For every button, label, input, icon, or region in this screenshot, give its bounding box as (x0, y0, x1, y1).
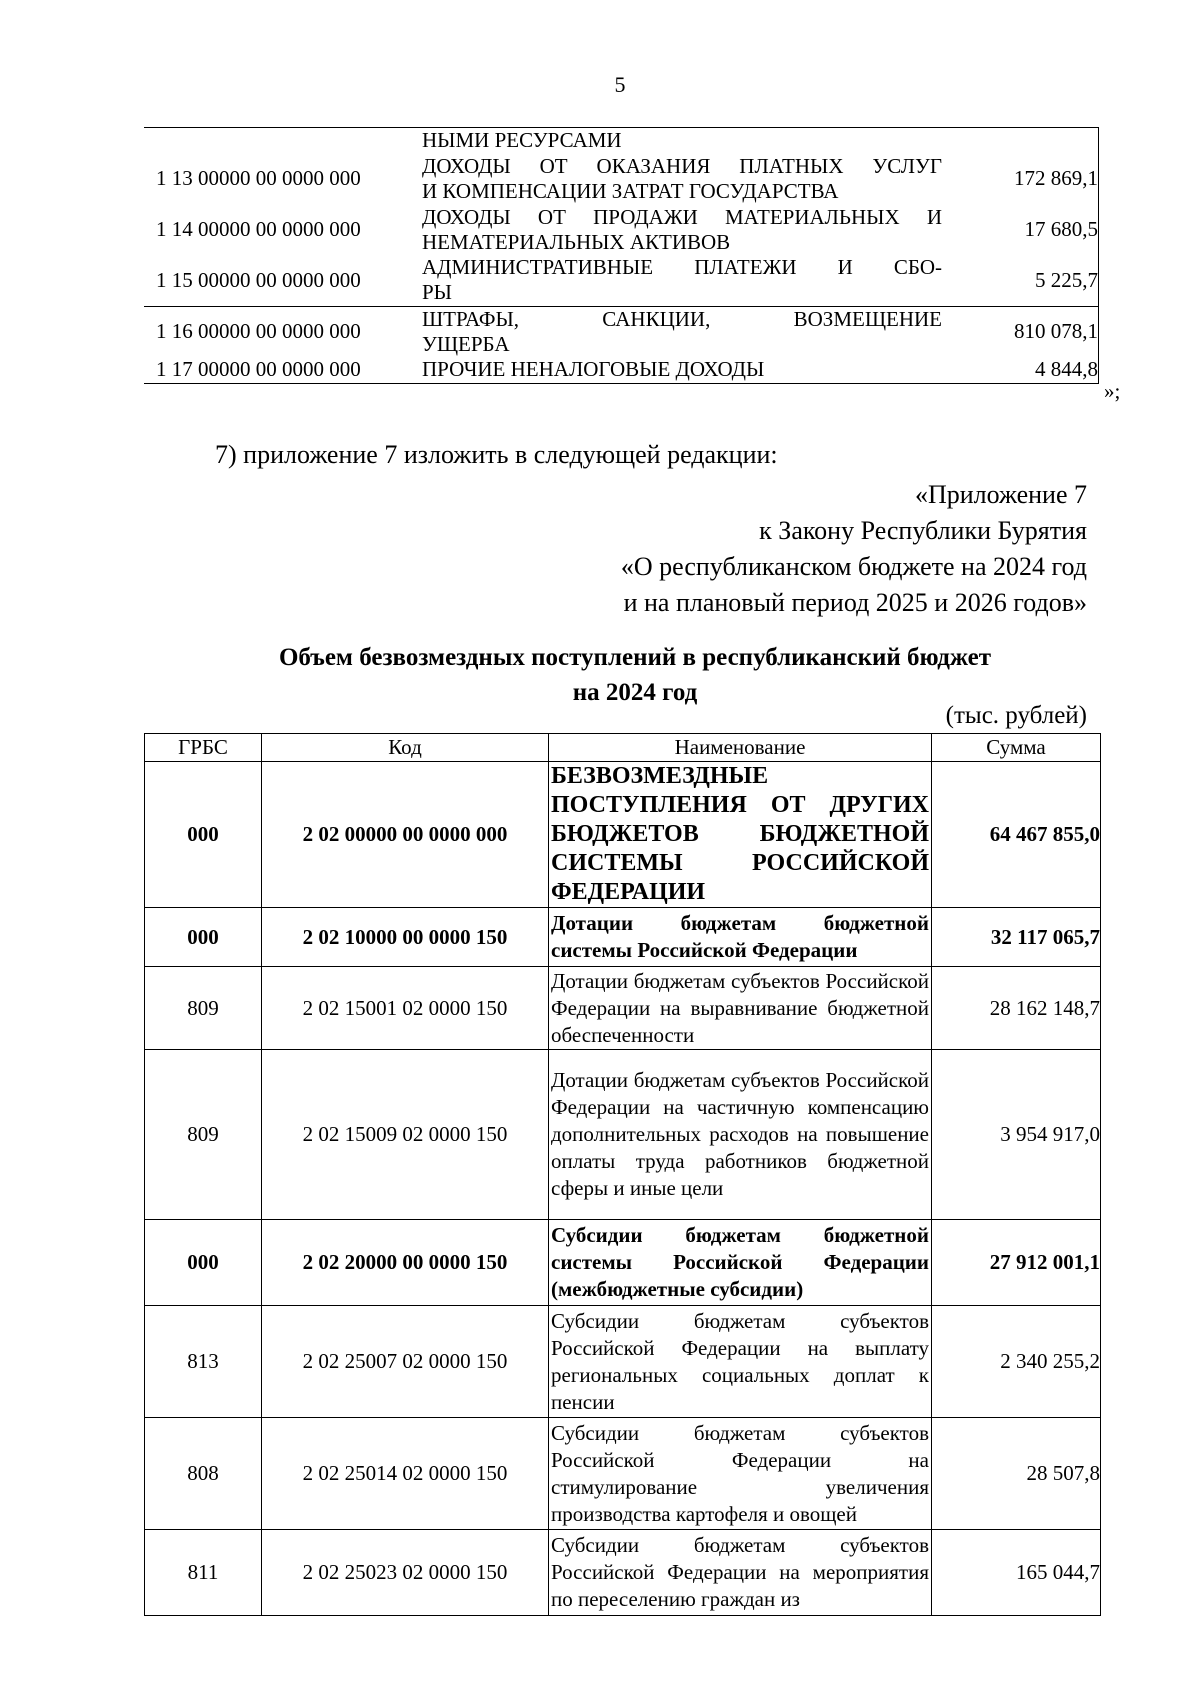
sum-cell: 28 162 148,7 (932, 967, 1101, 1050)
code-cell: 1 13 00000 00 0000 000 (156, 166, 361, 190)
name-cell: Дотации бюджетам субъектов Российской Федерации на выравнивание бюджетной обеспеченности (549, 967, 932, 1050)
sum-cell: 27 912 001,1 (932, 1220, 1101, 1306)
sum-cell: 64 467 855,0 (932, 762, 1101, 908)
sum-cell: 3 954 917,0 (932, 1050, 1101, 1220)
sum-cell: 28 507,8 (932, 1418, 1101, 1530)
table-row (144, 128, 1099, 154)
code-cell: 1 17 00000 00 0000 000 (144, 357, 408, 383)
name-cell (408, 153, 942, 204)
code-cell: 2 02 25007 02 0000 150 (262, 1306, 549, 1418)
table-row (145, 762, 1101, 908)
code-cell: 2 02 00000 00 0000 000 (262, 762, 549, 908)
header-name: Наименование (549, 734, 932, 762)
name-cell: Субсидии бюджетам субъектов Российской Федерации на выплату региональных социальных доплат к пенсии (549, 1306, 932, 1418)
code-cell: 2 02 20000 00 0000 150 (262, 1220, 549, 1306)
code-cell: 2 02 15001 02 0000 150 (262, 967, 549, 1050)
grbs-cell: 000 (145, 908, 262, 967)
header-code: Код (262, 734, 549, 762)
grbs-cell: 000 (145, 762, 262, 908)
name-line: ДОХОДЫ ОТ ПРОДАЖИ МАТЕРИАЛЬНЫХ И (422, 204, 942, 229)
title-line: на 2024 год (572, 679, 698, 706)
name-cell (408, 306, 942, 357)
sum-cell: 2 340 255,2 (932, 1306, 1101, 1418)
name-line: И КОМПЕНСАЦИИ ЗАТРАТ ГОСУДАРСТВА (422, 178, 839, 203)
name-cell: Субсидии бюджетам бюджетной системы Российской Федерации (межбюджетные субсидии) (549, 1220, 932, 1306)
grbs-cell: 809 (145, 1050, 262, 1220)
table-row (145, 1418, 1101, 1530)
table-row (144, 255, 1099, 306)
grbs-cell: 809 (145, 967, 262, 1050)
name-cell: БЕЗВОЗМЕЗДНЫЕ ПОСТУПЛЕНИЯ ОТ ДРУГИХ БЮДЖЕТОВ БЮДЖЕТНОЙ СИСТЕМЫ РОССИЙСКОЙ ФЕДЕРАЦИИ (549, 762, 932, 908)
sum-cell: 32 117 065,7 (932, 908, 1101, 967)
table-row (145, 1220, 1101, 1306)
appendix-line: «О республиканском бюджете на 2024 год (620, 552, 1087, 581)
name-cell (408, 255, 942, 306)
unit-label: (тыс. рублей) (945, 702, 1087, 729)
name-cell: Дотации бюджетам бюджетной системы Российской Федерации (549, 908, 932, 967)
table-row (145, 1306, 1101, 1418)
table-row (145, 967, 1101, 1050)
grbs-cell: 000 (145, 1220, 262, 1306)
amount-cell: 4 844,8 (942, 357, 1099, 383)
revenue-continuation-table (144, 127, 1099, 384)
name-cell: ПРОЧИЕ НЕНАЛОГОВЫЕ ДОХОДЫ (408, 357, 942, 383)
code-cell: 2 02 10000 00 0000 150 (262, 908, 549, 967)
name-cell: НЫМИ РЕСУРСАМИ (408, 128, 942, 154)
name-line: УЩЕРБА (422, 331, 510, 356)
gratuitous-receipts-table (144, 733, 1101, 1616)
name-cell (408, 204, 942, 255)
name-cell: Дотации бюджетам субъектов Российской Федерации на частичную компенсацию дополнительных расходов на повышение оплаты труда работников бюджетной сферы и иные цели (549, 1050, 932, 1220)
sum-cell: 165 044,7 (932, 1530, 1101, 1616)
code-cell: 1 14 00000 00 0000 000 (156, 217, 361, 241)
code-cell: 2 02 15009 02 0000 150 (262, 1050, 549, 1220)
amount-cell: 17 680,5 (942, 204, 1099, 255)
code-cell: 1 15 00000 00 0000 000 (156, 267, 361, 292)
title-line: Объем безвозмездных поступлений в республиканский бюджет (278, 644, 992, 671)
code-cell (144, 128, 408, 154)
code-cell: 1 16 00000 00 0000 000 (144, 306, 408, 357)
code-cell: 2 02 25023 02 0000 150 (262, 1530, 549, 1616)
header-sum: Сумма (932, 734, 1101, 762)
appendix-header (621, 477, 1087, 621)
appendix-line: «Приложение 7 (914, 480, 1087, 509)
table-row (145, 1050, 1101, 1220)
code-cell: 2 02 25014 02 0000 150 (262, 1418, 549, 1530)
name-line: ДОХОДЫ ОТ ОКАЗАНИЯ ПЛАТНЫХ УСЛУГ (422, 153, 942, 178)
name-line: НЕМАТЕРИАЛЬНЫХ АКТИВОВ (422, 229, 731, 254)
grbs-cell: 808 (145, 1418, 262, 1530)
name-line: АДМИНИСТРАТИВНЫЕ ПЛАТЕЖИ И СБО- (422, 255, 942, 280)
amendment-instruction: 7) приложение 7 изложить в следующей редакции: (215, 440, 778, 469)
table-row (145, 1530, 1101, 1616)
page-number: 5 (614, 72, 626, 97)
table-row (145, 908, 1101, 967)
table-row (144, 153, 1099, 204)
name-cell: Субсидии бюджетам субъектов Российской Федерации на мероприятия по переселению граждан из (549, 1530, 932, 1616)
amount-cell: 172 869,1 (942, 153, 1099, 204)
name-line: ШТРАФЫ, САНКЦИИ, ВОЗМЕЩЕНИЕ (422, 306, 942, 331)
appendix-line: и на плановый период 2025 и 2026 годов» (623, 588, 1087, 617)
amount-cell: 810 078,1 (942, 306, 1099, 357)
name-cell: Субсидии бюджетам субъектов Российской Федерации на стимулирование увеличения производства картофеля и овощей (549, 1418, 932, 1530)
name-line: РЫ (422, 280, 452, 305)
amount-cell: 5 225,7 (942, 255, 1099, 306)
grbs-cell: 811 (145, 1530, 262, 1616)
closing-quote-mark: »; (1104, 379, 1121, 403)
table-row (144, 306, 1099, 357)
document-title (0, 640, 1200, 710)
table-row (144, 204, 1099, 255)
grbs-cell: 813 (145, 1306, 262, 1418)
appendix-line: к Закону Республики Бурятия (759, 516, 1087, 545)
amount-cell (942, 128, 1099, 154)
table-row (144, 357, 1099, 383)
header-row (145, 734, 1101, 762)
header-grbs: ГРБС (145, 734, 262, 762)
